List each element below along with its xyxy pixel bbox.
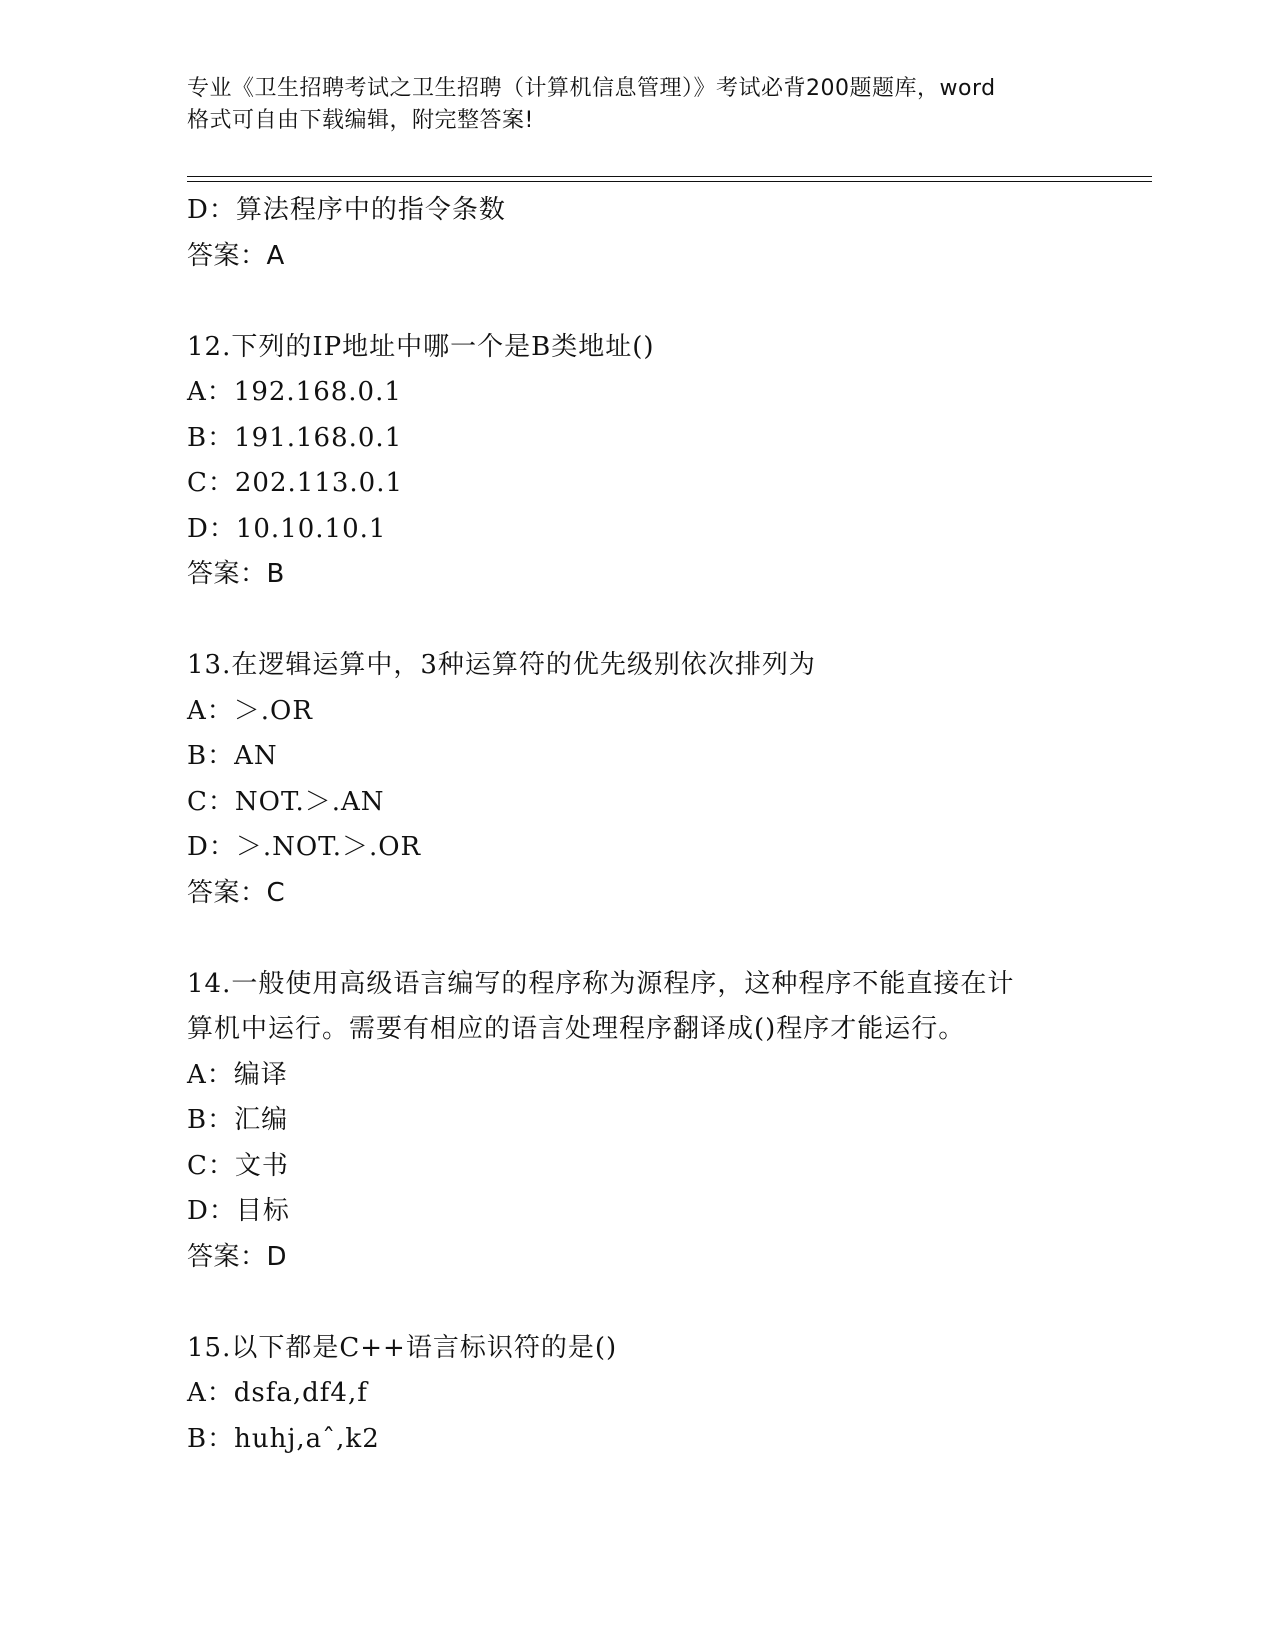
question-stem: 13.在逻辑运算中，3种运算符的优先级别依次排列为 xyxy=(187,650,816,680)
question-stem: 15.以下都是C++语言标识符的是() xyxy=(187,1332,618,1363)
option-a: A：＞.OR xyxy=(187,695,313,726)
option-d: D：算法程序中的指令条数 xyxy=(187,195,506,225)
answer-line: 答案：B xyxy=(187,559,285,589)
answer-line: 答案：D xyxy=(187,1241,288,1272)
question-stem-line-1: 14.一般使用高级语言编写的程序称为源程序，这种程序不能直接在计 xyxy=(187,968,1015,999)
option-c: C：文书 xyxy=(187,1150,289,1181)
document-header xyxy=(187,73,1087,137)
spacer xyxy=(187,916,1152,962)
option-c: C：NOT.＞.AN xyxy=(187,786,385,817)
spacer xyxy=(187,279,1152,325)
option-b: B：huhj,aˆ,k2 xyxy=(187,1423,380,1454)
header-rule-top xyxy=(187,176,1152,177)
option-b: B：汇编 xyxy=(187,1105,289,1135)
header-line-2: 格式可自由下载编辑，附完整答案! xyxy=(187,108,534,133)
option-a: A：192.168.0.1 xyxy=(187,377,402,407)
header-rule-bottom xyxy=(187,181,1152,182)
option-a: A：编译 xyxy=(187,1059,288,1090)
spacer xyxy=(187,1280,1152,1326)
option-d: D：＞.NOT.＞.OR xyxy=(187,832,422,862)
answer-line: 答案：A xyxy=(187,240,285,271)
answer-line: 答案：C xyxy=(187,877,286,908)
option-b: B：191.168.0.1 xyxy=(187,422,403,453)
spacer xyxy=(187,598,1152,644)
question-stem: 12.下列的IP地址中哪一个是B类地址() xyxy=(187,331,655,362)
question-list xyxy=(187,188,1152,1462)
option-d: D：目标 xyxy=(187,1196,290,1226)
option-c: C：202.113.0.1 xyxy=(187,468,404,498)
header-line-1: 专业《卫生招聘考试之卫生招聘（计算机信息管理）》考试必背200题题库，word xyxy=(187,76,996,101)
option-d: D：10.10.10.1 xyxy=(187,513,387,544)
option-b: B：AN xyxy=(187,741,278,771)
option-a: A：dsfa,df4,f xyxy=(187,1378,368,1408)
question-stem-line-2: 算机中运行。需要有相应的语言处理程序翻译成()程序才能运行。 xyxy=(187,1014,966,1044)
